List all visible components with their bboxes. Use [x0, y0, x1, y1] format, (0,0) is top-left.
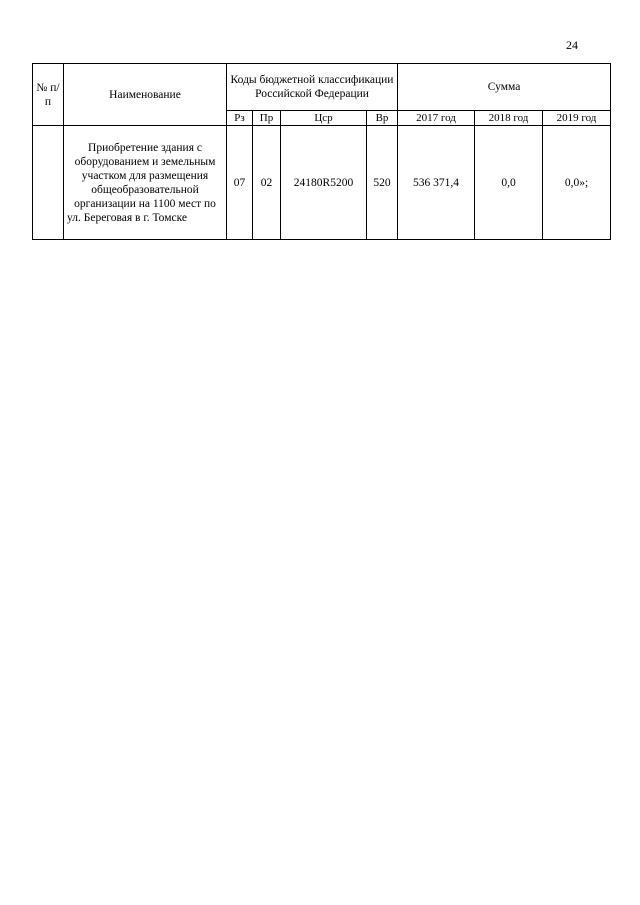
header-name: Наименование [64, 64, 227, 126]
table-row [33, 126, 611, 240]
cell-sum-2019: 0,0»; [543, 126, 611, 240]
header-rz: Рз [227, 111, 253, 126]
cell-rz: 07 [227, 126, 253, 240]
header-vr: Вр [367, 111, 398, 126]
page-number: 24 [566, 38, 578, 52]
header-csr: Цср [281, 111, 367, 126]
header-number: № п/п [33, 64, 64, 126]
header-sum: Сумма [398, 64, 611, 111]
header-budget-codes: Коды бюджетной классификации Российской Федерации [227, 64, 398, 111]
header-year-2018: 2018 год [475, 111, 543, 126]
cell-csr: 24180R5200 [281, 126, 367, 240]
cell-sum-2017: 536 371,4 [398, 126, 475, 240]
budget-table [32, 63, 611, 240]
cell-number [33, 126, 64, 240]
header-year-2019: 2019 год [543, 111, 611, 126]
header-pr: Пр [253, 111, 281, 126]
cell-pr: 02 [253, 126, 281, 240]
cell-sum-2018: 0,0 [475, 126, 543, 240]
cell-vr: 520 [367, 126, 398, 240]
header-year-2017: 2017 год [398, 111, 475, 126]
cell-name: Приобретение здания с оборудованием и земельным участком для размещения общеобразовательной организации на 1100 мест по ул. Береговая в г. Томске [64, 126, 227, 240]
table-header-row [33, 64, 611, 111]
